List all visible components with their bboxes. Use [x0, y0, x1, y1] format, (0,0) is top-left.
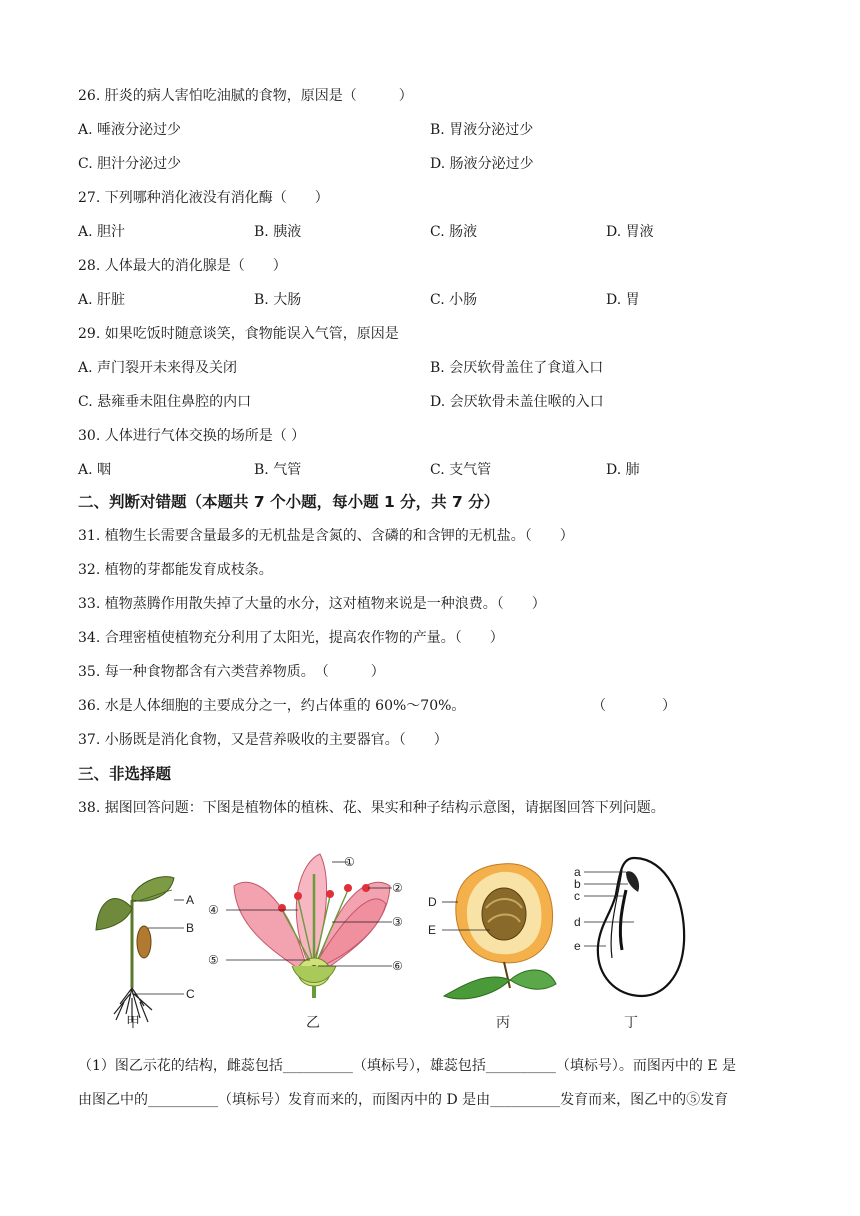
- label-c-ding: c: [574, 889, 580, 903]
- q37: 37. 小肠既是消化食物，又是营养吸收的主要器官。（ ）: [78, 732, 448, 748]
- label-2: ②: [392, 881, 403, 895]
- section-3-heading: 三、非选择题: [78, 765, 172, 783]
- label-e-bing: E: [428, 923, 437, 937]
- label-3: ③: [392, 915, 403, 929]
- q28-option-c[interactable]: C. 小肠: [430, 292, 478, 308]
- q36-stem: 36. 水是人体细胞的主要成分之一，约占体重的 60%～70%。: [78, 698, 466, 714]
- label-6: ⑥: [392, 959, 403, 973]
- seed-diagram: [574, 858, 684, 1031]
- q26-stem: 26. 肝炎的病人害怕吃油腻的食物，原因是（ ）: [78, 88, 413, 104]
- q29-option-d[interactable]: D. 会厌软骨未盖住喉的入口: [430, 394, 604, 410]
- q26-option-d[interactable]: D. 肠液分泌过少: [430, 156, 534, 172]
- label-e-ding: e: [574, 939, 581, 953]
- q32: 32. 植物的芽都能发育成枝条。: [78, 562, 273, 578]
- plant-structure-figure: [86, 838, 706, 1033]
- seedling-diagram: [96, 877, 195, 1031]
- caption-yi: 乙: [306, 1015, 320, 1031]
- label-a-jia: A: [186, 893, 195, 907]
- label-d-bing: D: [428, 895, 437, 909]
- q27-stem: 27. 下列哪种消化液没有消化酶（ ）: [78, 190, 329, 206]
- label-b-ding: b: [574, 877, 581, 891]
- q34: 34. 合理密植使植物充分利用了太阳光，提高农作物的产量。（ ）: [78, 630, 504, 646]
- q28-stem: 28. 人体最大的消化腺是（ ）: [78, 258, 287, 274]
- label-b-jia: B: [186, 921, 195, 935]
- q27-option-c[interactable]: C. 肠液: [430, 224, 478, 240]
- q27-option-d[interactable]: D. 胃液: [606, 224, 654, 240]
- q29-option-c[interactable]: C. 悬雍垂未阻住鼻腔的内口: [78, 394, 252, 410]
- q26-option-a[interactable]: A. 唾液分泌过少: [78, 122, 182, 138]
- q30-option-d[interactable]: D. 肺: [606, 462, 640, 478]
- q33: 33. 植物蒸腾作用散失掉了大量的水分，这对植物来说是一种浪费。（ ）: [78, 596, 546, 612]
- q28-option-d[interactable]: D. 胃: [606, 292, 640, 308]
- label-1: ①: [344, 855, 355, 869]
- label-a-ding: a: [574, 865, 581, 879]
- caption-jia: 甲: [126, 1015, 140, 1031]
- flower-diagram: [208, 854, 403, 1031]
- q31: 31. 植物生长需要含量最多的无机盐是含氮的、含磷的和含钾的无机盐。（ ）: [78, 528, 574, 544]
- q28-option-a[interactable]: A. 肝脏: [78, 292, 126, 308]
- q26-option-b[interactable]: B. 胃液分泌过少: [430, 122, 534, 138]
- q29-option-b[interactable]: B. 会厌软骨盖住了食道入口: [430, 360, 604, 376]
- q38-part1-line2: 由图乙中的__________（填标号）发育而来的，而图丙中的 D 是由__________发育而来，图乙中的⑤发育: [78, 1092, 729, 1108]
- q30-option-b[interactable]: B. 气管: [254, 462, 302, 478]
- q28-option-b[interactable]: B. 大肠: [254, 292, 302, 308]
- q27-option-a[interactable]: A. 胆汁: [78, 224, 126, 240]
- q30-stem: 30. 人体进行气体交换的场所是（ ）: [78, 428, 306, 444]
- q27-option-b[interactable]: B. 胰液: [254, 224, 302, 240]
- q29-option-a[interactable]: A. 声门裂开未来得及关闭: [78, 360, 238, 376]
- q30-option-c[interactable]: C. 支气管: [430, 462, 492, 478]
- fruit-diagram: [428, 864, 556, 1031]
- q36-answer-parens: （ ）: [592, 698, 676, 714]
- q38-stem: 38. 据图回答问题：下图是植物体的植株、花、果实和种子结构示意图，请据图回答下列问题。: [78, 800, 665, 816]
- label-4: ④: [208, 903, 219, 917]
- label-d-ding: d: [574, 915, 581, 929]
- label-c-jia: C: [186, 987, 195, 1001]
- section-2-heading: 二、判断对错题（本题共 7 个小题，每小题 1 分，共 7 分）: [78, 493, 500, 511]
- q35: 35. 每一种食物都含有六类营养物质。 （ ）: [78, 664, 385, 680]
- caption-bing: 丙: [496, 1015, 510, 1031]
- q26-option-c[interactable]: C. 胆汁分泌过少: [78, 156, 182, 172]
- q38-part1-line1: （1）图乙示花的结构，雌蕊包括__________（填标号），雄蕊包括__________（填标号）。而图丙中的 E 是: [78, 1058, 737, 1074]
- caption-ding: 丁: [624, 1015, 638, 1031]
- q30-option-a[interactable]: A. 咽: [78, 462, 112, 478]
- q29-stem: 29. 如果吃饭时随意谈笑，食物能误入气管，原因是: [78, 326, 399, 342]
- label-5: ⑤: [208, 953, 219, 967]
